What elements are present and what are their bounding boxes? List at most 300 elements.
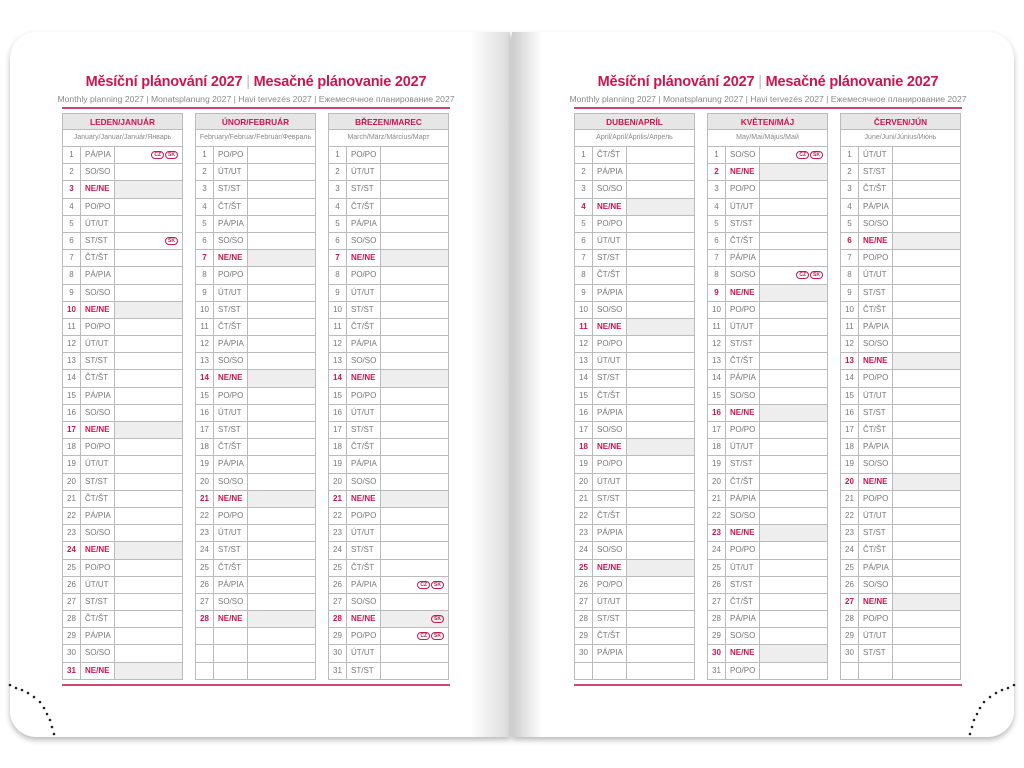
holiday-badge-sk-icon: SK: [810, 151, 823, 159]
notes-cell[interactable]: [627, 491, 694, 507]
notes-cell[interactable]: [893, 250, 960, 266]
weekday: ST/ST: [347, 181, 381, 197]
notes-cell[interactable]: [115, 388, 182, 404]
notes-cell[interactable]: [115, 250, 182, 266]
day-number: 5: [196, 216, 214, 232]
notes-cell[interactable]: [893, 491, 960, 507]
day-row: [62, 491, 183, 508]
day-number: 29: [63, 628, 81, 644]
notes-cell[interactable]: [248, 319, 315, 335]
notes-cell[interactable]: [381, 302, 448, 318]
notes-cell[interactable]: [248, 267, 315, 283]
notes-cell[interactable]: [627, 422, 694, 438]
notes-cell[interactable]: [627, 302, 694, 318]
notes-cell[interactable]: [115, 577, 182, 593]
notes-cell[interactable]: [893, 663, 960, 679]
holiday-badge-sk-icon: SK: [165, 151, 178, 159]
weekday: ČT/ŠT: [214, 560, 248, 576]
notes-cell[interactable]: [115, 456, 182, 472]
notes-cell[interactable]: [893, 388, 960, 404]
notes-cell[interactable]: [893, 456, 960, 472]
notes-cell[interactable]: [381, 663, 448, 679]
notes-cell[interactable]: [248, 560, 315, 576]
notes-cell[interactable]: [760, 560, 827, 576]
weekday: PO/PO: [859, 250, 893, 266]
notes-cell[interactable]: [381, 439, 448, 455]
notes-cell[interactable]: [627, 319, 694, 335]
day-number: 16: [708, 405, 726, 421]
notes-cell[interactable]: [115, 405, 182, 421]
notes-cell[interactable]: [893, 508, 960, 524]
notes-cell[interactable]: [893, 302, 960, 318]
weekday: ÚT/UT: [859, 388, 893, 404]
day-row: [328, 456, 449, 473]
day-row: [840, 285, 961, 302]
notes-cell[interactable]: [381, 285, 448, 301]
weekday: ST/ST: [859, 405, 893, 421]
day-number: 14: [708, 370, 726, 386]
notes-cell[interactable]: [115, 542, 182, 558]
notes-cell[interactable]: [381, 216, 448, 232]
notes-cell[interactable]: [115, 663, 182, 679]
weekday: NE/NE: [726, 164, 760, 180]
notes-cell[interactable]: [627, 370, 694, 386]
notes-cell[interactable]: [115, 560, 182, 576]
notes-cell[interactable]: [760, 233, 827, 249]
notes-cell[interactable]: [627, 508, 694, 524]
notes-cell[interactable]: [627, 405, 694, 421]
weekday: ST/ST: [593, 611, 627, 627]
day-number: 17: [329, 422, 347, 438]
day-row: [328, 508, 449, 525]
notes-cell[interactable]: [381, 560, 448, 576]
notes-cell[interactable]: [115, 370, 182, 386]
notes-cell[interactable]: [760, 164, 827, 180]
weekday: ÚT/UT: [347, 645, 381, 661]
notes-cell[interactable]: [893, 645, 960, 661]
notes-cell[interactable]: [248, 577, 315, 593]
notes-cell[interactable]: [115, 164, 182, 180]
notes-cell[interactable]: [248, 594, 315, 610]
notes-cell[interactable]: [381, 181, 448, 197]
day-row: [328, 370, 449, 387]
weekday: PÁ/PIA: [214, 336, 248, 352]
notes-cell[interactable]: [893, 336, 960, 352]
notes-cell[interactable]: [627, 233, 694, 249]
notes-cell[interactable]: [627, 250, 694, 266]
notes-cell[interactable]: [627, 577, 694, 593]
notes-cell[interactable]: [381, 525, 448, 541]
notes-cell[interactable]: [248, 663, 315, 679]
notes-cell[interactable]: [381, 611, 448, 627]
notes-cell[interactable]: [248, 181, 315, 197]
notes-cell[interactable]: [760, 405, 827, 421]
notes-cell[interactable]: [115, 267, 182, 283]
notes-cell[interactable]: [248, 370, 315, 386]
notes-cell[interactable]: [627, 645, 694, 661]
day-number: 8: [329, 267, 347, 283]
notes-cell[interactable]: [248, 491, 315, 507]
title-sk: Mesačné plánovanie 2027: [765, 74, 939, 90]
day-number: 10: [329, 302, 347, 318]
notes-cell[interactable]: [893, 164, 960, 180]
notes-cell[interactable]: [760, 199, 827, 215]
weekday: PÁ/PIA: [859, 439, 893, 455]
notes-cell[interactable]: [893, 147, 960, 163]
day-row: [707, 370, 828, 387]
notes-cell[interactable]: [760, 147, 827, 163]
notes-cell[interactable]: [760, 491, 827, 507]
day-row: [62, 302, 183, 319]
notes-cell[interactable]: [115, 525, 182, 541]
notes-cell[interactable]: [248, 164, 315, 180]
notes-cell[interactable]: [627, 216, 694, 232]
notes-cell[interactable]: [760, 594, 827, 610]
notes-cell[interactable]: [760, 577, 827, 593]
notes-cell[interactable]: [760, 663, 827, 679]
notes-cell[interactable]: [760, 216, 827, 232]
notes-cell[interactable]: [627, 388, 694, 404]
notes-cell[interactable]: [760, 525, 827, 541]
notes-cell[interactable]: [115, 319, 182, 335]
day-row: [574, 628, 695, 645]
day-number: 4: [708, 199, 726, 215]
notes-cell[interactable]: [627, 474, 694, 490]
notes-cell[interactable]: [248, 147, 315, 163]
notes-cell[interactable]: [115, 285, 182, 301]
notes-cell[interactable]: [381, 542, 448, 558]
day-number: 6: [196, 233, 214, 249]
notes-cell[interactable]: [893, 611, 960, 627]
day-row: [707, 525, 828, 542]
weekday: PO/PO: [593, 216, 627, 232]
notes-cell[interactable]: [115, 474, 182, 490]
notes-cell[interactable]: [115, 353, 182, 369]
notes-cell[interactable]: [248, 439, 315, 455]
notes-cell[interactable]: [627, 525, 694, 541]
day-number: 19: [708, 456, 726, 472]
notes-cell[interactable]: [893, 181, 960, 197]
day-number: 8: [575, 267, 593, 283]
month-name: ČERVEN/JÚN: [840, 113, 961, 130]
day-row: [62, 336, 183, 353]
weekday: ST/ST: [81, 233, 115, 249]
notes-cell[interactable]: [381, 491, 448, 507]
notes-cell[interactable]: [381, 199, 448, 215]
weekday: ST/ST: [214, 302, 248, 318]
day-row: [195, 233, 316, 250]
weekday: ČT/ŠT: [593, 628, 627, 644]
notes-cell[interactable]: [115, 216, 182, 232]
weekday: [214, 663, 248, 679]
day-number: 2: [841, 164, 859, 180]
notes-cell[interactable]: [627, 628, 694, 644]
notes-cell[interactable]: [893, 199, 960, 215]
notes-cell[interactable]: [627, 594, 694, 610]
weekday: SO/SO: [593, 542, 627, 558]
weekday: PÁ/PIA: [859, 319, 893, 335]
weekday: ST/ST: [593, 491, 627, 507]
day-number: 8: [196, 267, 214, 283]
day-row: [840, 216, 961, 233]
notes-cell[interactable]: [248, 285, 315, 301]
day-row: [328, 267, 449, 284]
notes-cell[interactable]: [627, 611, 694, 627]
day-row: [62, 456, 183, 473]
day-row: [574, 525, 695, 542]
notes-cell[interactable]: [760, 267, 827, 283]
notes-cell[interactable]: [248, 250, 315, 266]
notes-cell[interactable]: [893, 233, 960, 249]
day-row: [574, 233, 695, 250]
notes-cell[interactable]: [627, 353, 694, 369]
weekday: PO/PO: [214, 267, 248, 283]
notes-cell[interactable]: [248, 611, 315, 627]
day-row: [328, 628, 449, 645]
notes-cell[interactable]: [760, 302, 827, 318]
weekday: PÁ/PIA: [593, 645, 627, 661]
notes-cell[interactable]: [893, 267, 960, 283]
notes-cell[interactable]: [248, 542, 315, 558]
day-number: 22: [575, 508, 593, 524]
notes-cell[interactable]: [893, 628, 960, 644]
notes-cell[interactable]: [248, 336, 315, 352]
day-number: 28: [63, 611, 81, 627]
month-table: [707, 113, 828, 680]
weekday: NE/NE: [593, 560, 627, 576]
notes-cell[interactable]: [760, 628, 827, 644]
notes-cell[interactable]: [760, 508, 827, 524]
day-number: 11: [575, 319, 593, 335]
weekday: SO/SO: [726, 388, 760, 404]
notes-cell[interactable]: [381, 370, 448, 386]
notes-cell[interactable]: [115, 491, 182, 507]
notes-cell[interactable]: [248, 508, 315, 524]
day-row: [328, 491, 449, 508]
day-row: [62, 216, 183, 233]
day-number: 26: [575, 577, 593, 593]
day-row: [574, 594, 695, 611]
notes-cell[interactable]: [893, 319, 960, 335]
notes-cell[interactable]: [893, 594, 960, 610]
day-number: 22: [196, 508, 214, 524]
notes-cell[interactable]: [115, 508, 182, 524]
notes-cell[interactable]: [115, 439, 182, 455]
day-number: 31: [708, 663, 726, 679]
notes-cell[interactable]: [627, 181, 694, 197]
weekday: SO/SO: [859, 336, 893, 352]
notes-cell[interactable]: [760, 336, 827, 352]
notes-cell[interactable]: [760, 611, 827, 627]
notes-cell[interactable]: [760, 285, 827, 301]
notes-cell[interactable]: [893, 422, 960, 438]
notes-cell[interactable]: [627, 560, 694, 576]
weekday: NE/NE: [81, 663, 115, 679]
notes-cell[interactable]: [893, 216, 960, 232]
notes-cell[interactable]: [248, 233, 315, 249]
day-number: 28: [708, 611, 726, 627]
weekday: PÁ/PIA: [81, 147, 115, 163]
notes-cell[interactable]: [248, 525, 315, 541]
notes-cell[interactable]: [381, 267, 448, 283]
notes-cell[interactable]: [893, 439, 960, 455]
title-separator: |: [246, 74, 250, 90]
day-number: 15: [196, 388, 214, 404]
notes-cell[interactable]: [115, 336, 182, 352]
day-row: [328, 199, 449, 216]
notes-cell[interactable]: [381, 353, 448, 369]
day-row: [328, 164, 449, 181]
day-number: 2: [196, 164, 214, 180]
notes-cell[interactable]: [760, 370, 827, 386]
notes-cell[interactable]: [627, 542, 694, 558]
notes-cell[interactable]: [381, 147, 448, 163]
day-row: [574, 491, 695, 508]
notes-cell[interactable]: [115, 302, 182, 318]
notes-cell[interactable]: [248, 405, 315, 421]
notes-cell[interactable]: [381, 319, 448, 335]
day-row: [707, 594, 828, 611]
notes-cell[interactable]: [381, 422, 448, 438]
notes-cell[interactable]: [115, 147, 182, 163]
notes-cell[interactable]: [760, 250, 827, 266]
notes-cell[interactable]: [627, 456, 694, 472]
weekday: ČT/ŠT: [214, 439, 248, 455]
notes-cell[interactable]: [248, 216, 315, 232]
notes-cell[interactable]: [627, 439, 694, 455]
notes-cell[interactable]: [760, 388, 827, 404]
left-page-title: [56, 74, 456, 90]
day-number: 6: [841, 233, 859, 249]
notes-cell[interactable]: [627, 285, 694, 301]
notes-cell[interactable]: [893, 542, 960, 558]
notes-cell[interactable]: [248, 474, 315, 490]
notes-cell[interactable]: [115, 594, 182, 610]
day-row: [195, 577, 316, 594]
notes-cell[interactable]: [381, 508, 448, 524]
day-row: [195, 285, 316, 302]
notes-cell[interactable]: [115, 611, 182, 627]
day-row: [62, 199, 183, 216]
notes-cell[interactable]: [381, 594, 448, 610]
notes-cell[interactable]: [248, 645, 315, 661]
notes-cell[interactable]: [115, 645, 182, 661]
month-table: [62, 113, 183, 680]
weekday: PÁ/PIA: [81, 628, 115, 644]
notes-cell[interactable]: [627, 147, 694, 163]
notes-cell[interactable]: [893, 370, 960, 386]
weekday: NE/NE: [859, 233, 893, 249]
notes-cell[interactable]: [381, 628, 448, 644]
notes-cell[interactable]: [248, 388, 315, 404]
notes-cell[interactable]: [115, 233, 182, 249]
notes-cell[interactable]: [893, 285, 960, 301]
weekday: PÁ/PIA: [593, 285, 627, 301]
notes-cell[interactable]: [381, 388, 448, 404]
notes-cell[interactable]: [248, 628, 315, 644]
notes-cell[interactable]: [381, 577, 448, 593]
notes-cell[interactable]: [893, 577, 960, 593]
day-number: 30: [329, 645, 347, 661]
notes-cell[interactable]: [760, 181, 827, 197]
notes-cell[interactable]: [893, 525, 960, 541]
holiday-badge-sk-icon: SK: [165, 237, 178, 245]
notes-cell[interactable]: [381, 336, 448, 352]
day-number: 28: [329, 611, 347, 627]
notes-cell[interactable]: [893, 474, 960, 490]
notes-cell[interactable]: [248, 353, 315, 369]
day-row: [62, 370, 183, 387]
notes-cell[interactable]: [627, 336, 694, 352]
weekday: ÚT/UT: [347, 405, 381, 421]
weekday: SO/SO: [81, 285, 115, 301]
day-row: [328, 285, 449, 302]
notes-cell[interactable]: [381, 405, 448, 421]
notes-cell[interactable]: [893, 405, 960, 421]
notes-cell[interactable]: [381, 456, 448, 472]
day-number: 30: [63, 645, 81, 661]
day-number: 27: [708, 594, 726, 610]
notes-cell[interactable]: [760, 456, 827, 472]
day-number: 7: [196, 250, 214, 266]
notes-cell[interactable]: [115, 181, 182, 197]
day-row: [328, 233, 449, 250]
notes-cell[interactable]: [381, 474, 448, 490]
notes-cell[interactable]: [627, 267, 694, 283]
day-number: 2: [708, 164, 726, 180]
day-number: 5: [575, 216, 593, 232]
notes-cell[interactable]: [627, 663, 694, 679]
day-number: 1: [63, 147, 81, 163]
notes-cell[interactable]: [115, 628, 182, 644]
notes-cell[interactable]: [760, 422, 827, 438]
notes-cell[interactable]: [627, 199, 694, 215]
day-row: [574, 302, 695, 319]
day-number: 31: [329, 663, 347, 679]
notes-cell[interactable]: [893, 353, 960, 369]
weekday: PÁ/PIA: [81, 508, 115, 524]
day-row: [195, 645, 316, 662]
day-number: 16: [196, 405, 214, 421]
weekday: ÚT/UT: [593, 353, 627, 369]
notes-cell[interactable]: [248, 422, 315, 438]
notes-cell[interactable]: [381, 233, 448, 249]
weekday: ST/ST: [726, 456, 760, 472]
notes-cell[interactable]: [381, 250, 448, 266]
notes-cell[interactable]: [760, 474, 827, 490]
notes-cell[interactable]: [760, 319, 827, 335]
notes-cell[interactable]: [627, 164, 694, 180]
notes-cell[interactable]: [760, 645, 827, 661]
day-number: 6: [708, 233, 726, 249]
right-page-subtitle: Monthly planning 2027 | Monatsplanung 2027 | Havi tervezés 2027 | Ежемесячное планирование 2027: [569, 94, 967, 104]
notes-cell[interactable]: [115, 199, 182, 215]
notes-cell[interactable]: [381, 645, 448, 661]
day-number: 19: [196, 456, 214, 472]
day-row: [328, 181, 449, 198]
notes-cell[interactable]: [760, 542, 827, 558]
notes-cell[interactable]: [893, 560, 960, 576]
notes-cell[interactable]: [248, 456, 315, 472]
notes-cell[interactable]: [760, 439, 827, 455]
notes-cell[interactable]: [115, 422, 182, 438]
notes-cell[interactable]: [381, 164, 448, 180]
notes-cell[interactable]: [248, 302, 315, 318]
day-row: [62, 267, 183, 284]
notes-cell[interactable]: [248, 199, 315, 215]
day-row: [195, 439, 316, 456]
notes-cell[interactable]: [760, 353, 827, 369]
